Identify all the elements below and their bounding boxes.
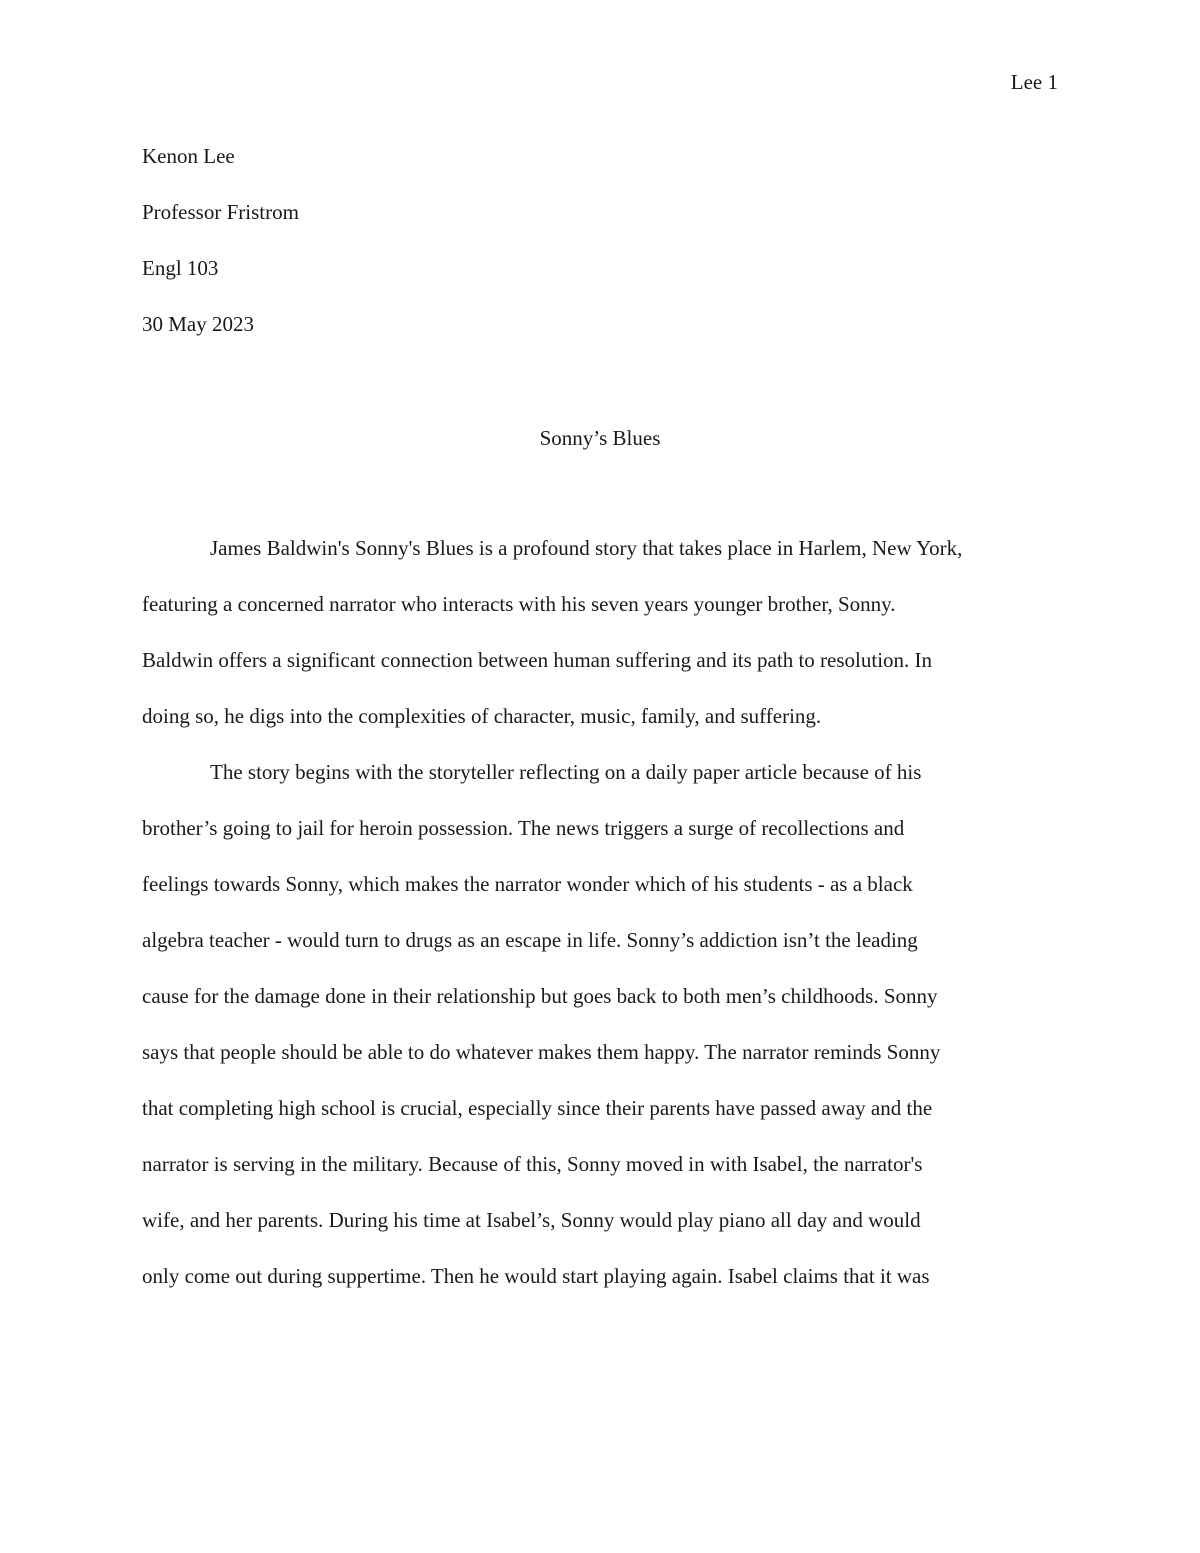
course-name: Engl 103 <box>142 256 219 280</box>
paragraph <box>142 534 1058 758</box>
paragraph-line: brother’s going to jail for heroin possession. The news triggers a surge of recollections and <box>142 816 905 840</box>
essay-title: Sonny’s Blues <box>539 426 661 450</box>
mla-heading <box>142 142 1058 366</box>
paragraph-line: featuring a concerned narrator who interacts with his seven years younger brother, Sonny. <box>142 592 896 616</box>
essay-date: 30 May 2023 <box>142 312 254 336</box>
paragraph-line: algebra teacher - would turn to drugs as an escape in life. Sonny’s addiction isn’t the leading <box>142 928 918 952</box>
paragraph-line: Baldwin offers a significant connection between human suffering and its path to resolution. In <box>142 648 933 672</box>
paragraph-line: cause for the damage done in their relationship but goes back to both men’s childhoods. Sonny <box>142 984 938 1008</box>
essay-body <box>142 534 1058 1318</box>
paragraph-line: feelings towards Sonny, which makes the narrator wonder which of his students - as a black <box>142 872 913 896</box>
paragraph-line: narrator is serving in the military. Because of this, Sonny moved in with Isabel, the narrator's <box>142 1152 923 1176</box>
paragraph-line: says that people should be able to do whatever makes them happy. The narrator reminds Sonny <box>142 1040 941 1064</box>
paragraph-line: doing so, he digs into the complexities of character, music, family, and suffering. <box>142 704 822 728</box>
running-head-page-number: Lee 1 <box>1010 70 1058 94</box>
paragraph-line: James Baldwin's Sonny's Blues is a profound story that takes place in Harlem, New York, <box>210 536 963 560</box>
paragraph-line: that completing high school is crucial, especially since their parents have passed away and the <box>142 1096 933 1120</box>
student-name: Kenon Lee <box>142 144 235 168</box>
professor-name: Professor Fristrom <box>142 200 299 224</box>
paragraph-line: The story begins with the storyteller reflecting on a daily paper article because of his <box>210 760 922 784</box>
paragraph-line: only come out during suppertime. Then he would start playing again. Isabel claims that it was <box>142 1264 930 1288</box>
paragraph <box>142 758 1058 1318</box>
paragraph-line: wife, and her parents. During his time at Isabel’s, Sonny would play piano all day and would <box>142 1208 921 1232</box>
